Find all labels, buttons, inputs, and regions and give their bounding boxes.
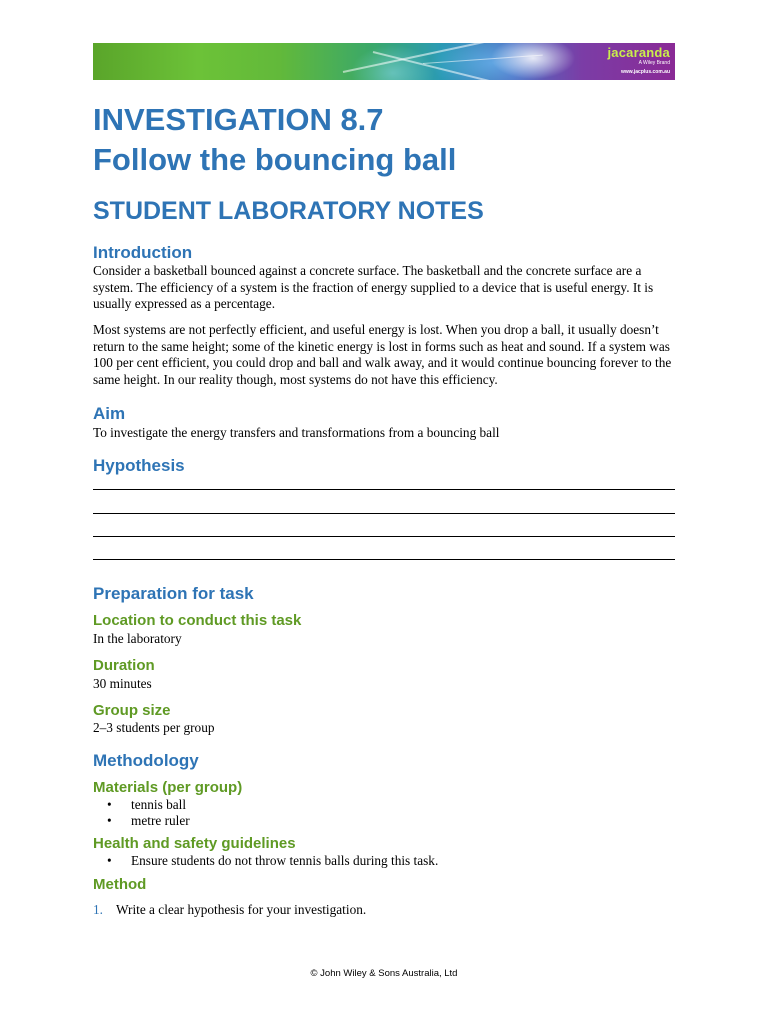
brand-tagline: A Wiley Brand: [638, 60, 670, 66]
group-size-text: 2–3 students per group: [93, 720, 215, 735]
group-size-heading: Group size: [93, 702, 171, 719]
document-page: [93, 0, 675, 1024]
bullet-icon: •: [107, 853, 112, 868]
hypothesis-answer-line[interactable]: [93, 489, 675, 490]
bullet-icon: •: [107, 797, 112, 812]
safety-list: [93, 853, 438, 869]
material-item-label: metre ruler: [131, 812, 190, 828]
duration-heading: Duration: [93, 657, 155, 674]
introduction-paragraph-1: Consider a basketball bounced against a concrete surface. The basketball and the concrete surface are a system. The efficiency of a system is the fraction of energy supplied to a device that is useful energy. It is usually expressed as a percentage.: [93, 263, 654, 312]
location-text: In the laboratory: [93, 631, 182, 646]
step-number: 1.: [93, 902, 103, 917]
brand-name: jacaranda: [607, 45, 670, 60]
preparation-heading: Preparation for task: [93, 584, 254, 603]
investigation-title: INVESTIGATION 8.7: [93, 102, 384, 137]
materials-list: [93, 797, 190, 828]
investigation-subtitle: Follow the bouncing ball: [93, 142, 457, 177]
list-item: [93, 797, 190, 813]
safety-heading: Health and safety guidelines: [93, 835, 296, 852]
list-item: [93, 813, 190, 829]
safety-item-label: Ensure students do not throw tennis balls during this task.: [131, 853, 439, 868]
duration-text: 30 minutes: [93, 676, 152, 691]
methodology-heading: Methodology: [93, 751, 199, 770]
hypothesis-answer-line[interactable]: [93, 536, 675, 537]
brand-url: www.jacplus.com.au: [621, 69, 670, 75]
aim-text: To investigate the energy transfers and transformations from a bouncing ball: [93, 425, 500, 440]
location-heading: Location to conduct this task: [93, 612, 302, 629]
list-item: [93, 853, 438, 869]
introduction-heading: Introduction: [93, 243, 193, 262]
hypothesis-answer-line[interactable]: [93, 559, 675, 560]
method-heading: Method: [93, 876, 147, 893]
materials-heading: Materials (per group): [93, 779, 243, 796]
introduction-paragraph-2: Most systems are not perfectly efficient, and useful energy is lost. When you drop a ball, it usually doesn’t return to the same height; some of the kinetic energy is lost in forms such as heat and sound. If a system was 100 per cent efficient, you could drop and ball and walk away, and it would continue bouncing forever to the same height. In our reality though, most systems do not have this efficiency.: [93, 322, 672, 388]
section-title: STUDENT LABORATORY NOTES: [93, 197, 484, 225]
aim-heading: Aim: [93, 404, 126, 423]
hypothesis-answer-line[interactable]: [93, 513, 675, 514]
step-text: Write a clear hypothesis for your investigation.: [116, 902, 367, 917]
bullet-icon: •: [107, 812, 112, 828]
brand-logo: [607, 46, 670, 77]
header-banner: [93, 43, 675, 80]
copyright-footer: © John Wiley & Sons Australia, Ltd: [310, 968, 458, 979]
hypothesis-heading: Hypothesis: [93, 456, 185, 475]
material-item-label: tennis ball: [131, 797, 187, 812]
method-step: [93, 901, 366, 918]
